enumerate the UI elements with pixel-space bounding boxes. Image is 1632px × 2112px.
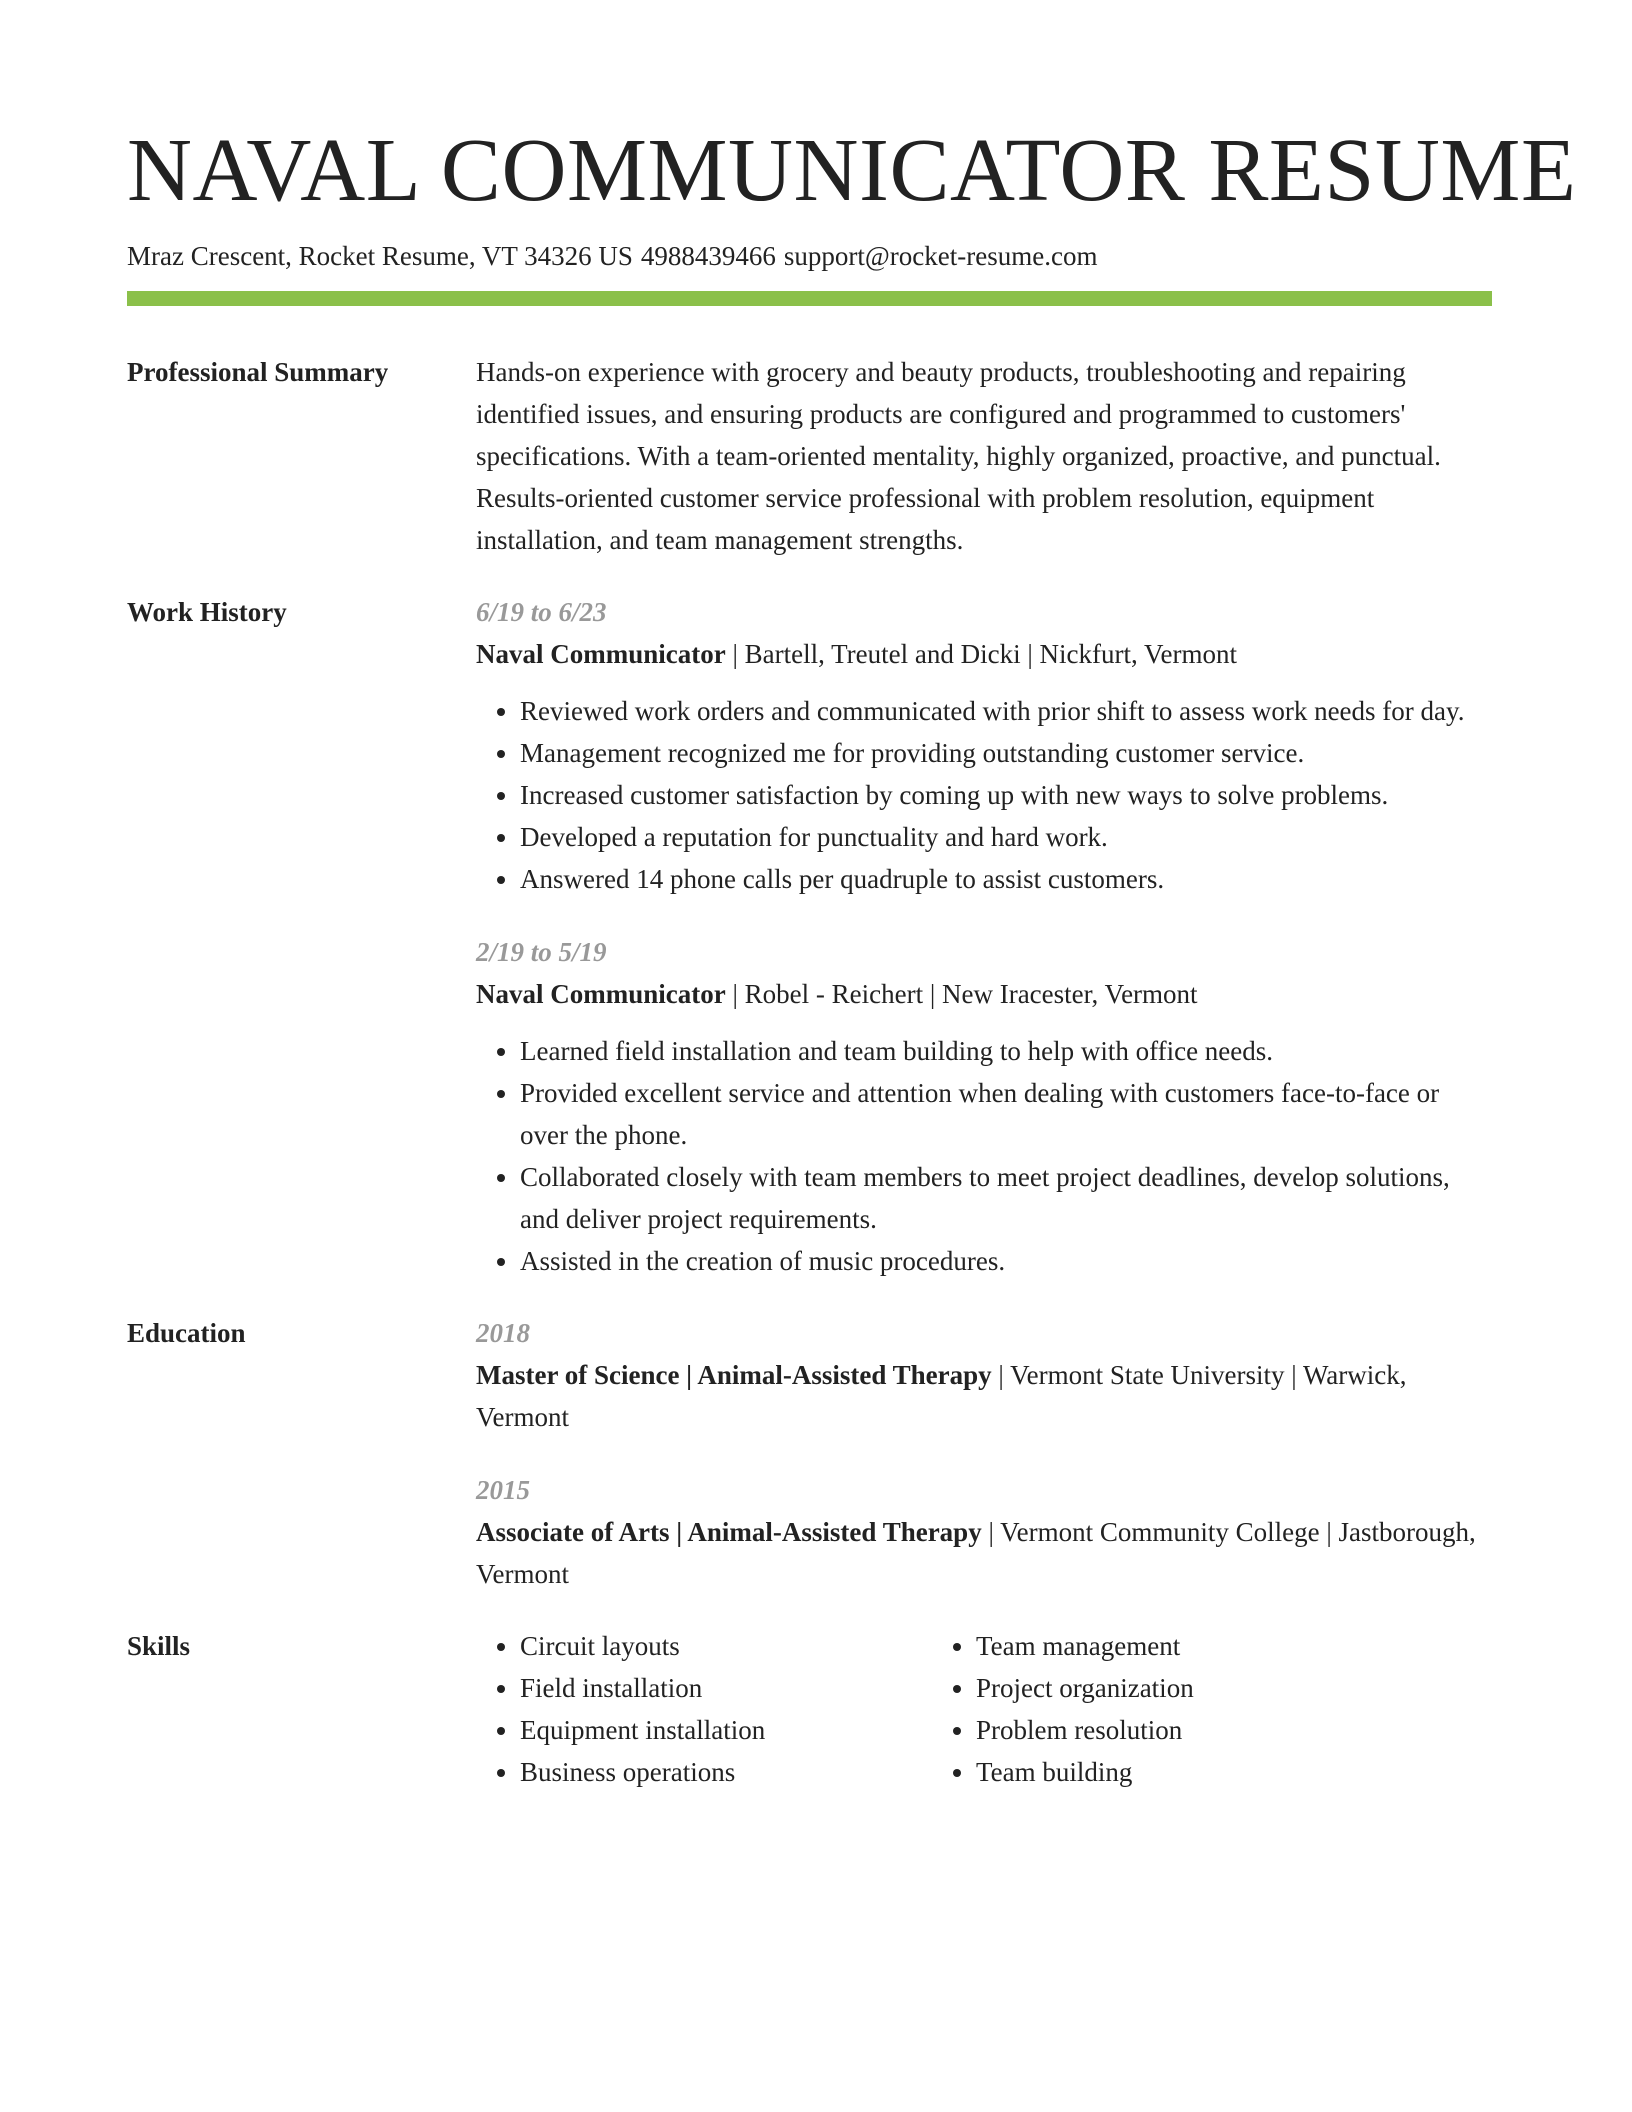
education-degree-line xyxy=(476,1511,1492,1595)
job-bullets xyxy=(476,690,1492,900)
job-bullet: • Increased customer satisfaction by coming up with new ways to solve problems. xyxy=(520,774,1492,816)
skill-item: • Team management xyxy=(976,1625,1388,1667)
skills-columns xyxy=(476,1625,1492,1793)
job-title: Naval Communicator xyxy=(476,639,726,669)
job-bullet: • Collaborated closely with team members to meet project deadlines, develop solutions, and deliver project requirements. xyxy=(520,1156,1492,1240)
skill-item: • Circuit layouts xyxy=(520,1625,932,1667)
education-heading: Education xyxy=(127,1318,246,1348)
job-title: Naval Communicator xyxy=(476,979,726,1009)
job-bullet: • Answered 14 phone calls per quadruple to assist customers. xyxy=(520,858,1492,900)
summary-text: Hands-on experience with grocery and beauty products, troubleshooting and repairing identified issues, and ensuring products are configured and programmed to customers' specifications. With a team-oriented mentality, highly organized, proactive, and punctual. Results-oriented customer service professional with problem resolution, equipment installation, and team management strengths. xyxy=(476,357,1441,555)
summary-body xyxy=(476,351,1492,561)
education-degree: Master of Science | Animal-Assisted Therapy xyxy=(476,1360,992,1390)
job-dates: 2/19 to 5/19 xyxy=(476,937,607,967)
job-bullet: • Assisted in the creation of music procedures. xyxy=(520,1240,1492,1282)
skills-list-left xyxy=(476,1625,932,1793)
education-entry xyxy=(476,1312,1492,1438)
skills-list-right xyxy=(932,1625,1388,1793)
skill-item: • Team building xyxy=(976,1751,1388,1793)
skill-item: • Field installation xyxy=(520,1667,932,1709)
job-entry xyxy=(476,591,1492,900)
job-role-line xyxy=(476,633,1492,675)
work-history-heading: Work History xyxy=(127,597,287,627)
job-bullet: • Learned field installation and team building to help with office needs. xyxy=(520,1030,1492,1072)
job-dates: 6/19 to 6/23 xyxy=(476,597,607,627)
education-year: 2018 xyxy=(476,1318,530,1348)
skills-heading: Skills xyxy=(127,1631,191,1661)
summary-heading: Professional Summary xyxy=(127,357,389,387)
education-body xyxy=(476,1312,1492,1595)
skill-item: • Business operations xyxy=(520,1751,932,1793)
job-bullets xyxy=(476,1030,1492,1282)
job-bullet: • Reviewed work orders and communicated with prior shift to assess work needs for day. xyxy=(520,690,1492,732)
education-degree-line xyxy=(476,1354,1492,1438)
education-year: 2015 xyxy=(476,1475,530,1505)
job-employer-location: | Bartell, Treutel and Dicki | Nickfurt, Vermont xyxy=(725,639,1237,669)
contact-line xyxy=(127,238,1505,274)
education-school-location: | Vermont Community College | Jastborough, Vermont xyxy=(476,1517,1476,1589)
job-employer-location: | Robel - Reichert | New Iracester, Vermont xyxy=(725,979,1198,1009)
work-history-section xyxy=(127,591,1505,1282)
education-entry xyxy=(476,1469,1492,1595)
contact-address: Mraz Crescent, Rocket Resume, VT 34326 US xyxy=(127,241,633,271)
education-degree: Associate of Arts | Animal-Assisted Therapy xyxy=(476,1517,982,1547)
job-role-line xyxy=(476,973,1492,1015)
accent-divider xyxy=(127,291,1492,306)
education-section xyxy=(127,1312,1505,1595)
resume-title: NAVAL COMMUNICATOR RESUME xyxy=(127,121,1577,220)
job-bullet: • Provided excellent service and attention when dealing with customers face-to-face or over the phone. xyxy=(520,1072,1492,1156)
skills-body xyxy=(476,1625,1492,1793)
summary-section xyxy=(127,351,1505,561)
skill-item: • Equipment installation xyxy=(520,1709,932,1751)
skill-item: • Problem resolution xyxy=(976,1709,1388,1751)
job-bullet: • Management recognized me for providing outstanding customer service. xyxy=(520,732,1492,774)
contact-phone: 4988439466 xyxy=(640,241,776,271)
skill-item: • Project organization xyxy=(976,1667,1388,1709)
job-entry xyxy=(476,931,1492,1282)
skills-section xyxy=(127,1625,1505,1793)
contact-email: support@rocket-resume.com xyxy=(783,241,1098,271)
education-school-location: | Vermont State University | Warwick, Vermont xyxy=(476,1360,1407,1432)
work-history-body xyxy=(476,591,1492,1282)
job-bullet: • Developed a reputation for punctuality and hard work. xyxy=(520,816,1492,858)
